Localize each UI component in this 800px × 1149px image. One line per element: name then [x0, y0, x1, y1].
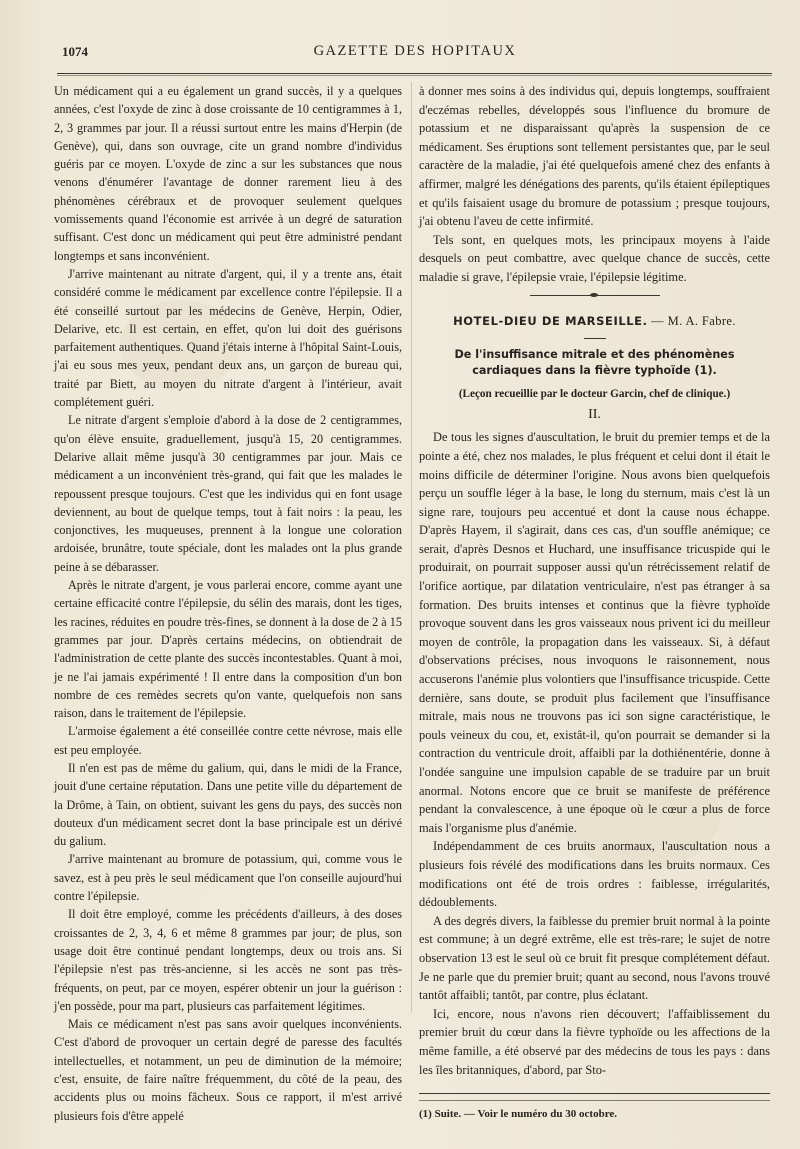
section-divider	[530, 295, 660, 296]
left-column	[54, 82, 402, 1125]
tiny-rule	[584, 338, 606, 339]
paragraph: Indépendamment de ces bruits anormaux, l'auscultation nous a plusieurs fois révélé des modifications dans les bruits normaux. Ces modifications ont été de trois ordres : faiblesse, irrégularités, dédoublements.	[419, 839, 770, 910]
paragraph: Ici, encore, nous n'avons rien découvert; l'affaiblissement du premier bruit du cœur dans la fièvre typhoïde ou les affections de la même famille, a été observé par des médecins de tous les pays : dans les îles britanniques, d'abord, par Sto-	[419, 1006, 770, 1077]
column-gutter	[411, 82, 412, 1012]
paragraph: L'armoise également a été conseillée contre cette névrose, mais elle est peu employée.	[54, 724, 402, 757]
paragraph: Un médicament qui a eu également un grand succès, il y a quelques années, c'est l'oxyde de zinc à dose croissante de 10 centigrammes à 1, 2, 3 grammes par jour. Il a réussi surtout entre les mains d'Herpin (de Genève), qui, dans son ouvrage, cite un grand nombre d'individus guéris par ce moyen. L'oxyde de zinc a sur les substances que nous venons d'énumérer l'avantage de donner rarement lieu à des phénomènes cérébraux et de provoquer seulement quelques vomissements quand l'économie est arrivée à un degré de saturation suffisant. C'est donc un médicament qui peut être administré pendant longtemps et sans inconvénient.	[54, 84, 402, 263]
footnote-rule	[419, 1100, 770, 1101]
paragraph: Le nitrate d'argent s'emploie d'abord à la dose de 2 centigrammes, qu'on élève ensuite, graduellement, jusqu'à 15, 20 centigrammes. Delarive allait même jusqu'à 30 centigrammes par jour. Mais ce médicament a un inconvénient très-grand, qui fait que les malades le repoussent presque toujours. C'est que les individus qui en font usage deviennent, au bout de quelque temps, tout à fait noirs : la peau, les conjonctives, les muqueuses, prennent à la longue une coloration ardoisée, brunâtre, toute spéciale, dont les malades ont la plus grande peine à se débarasser.	[54, 413, 402, 574]
paragraph: Tels sont, en quelques mots, les principaux moyens à l'aide desquels on peut combattre, avec quelque chance de succès, cette maladie si grave, l'épilepsie vraie, l'épilepsie légitime.	[419, 232, 770, 284]
paragraph: A des degrés divers, la faiblesse du premier bruit normal à la pointe est commune; à un degré extrême, elle est très-rare; le sujet de notre observation 13 est le seul où ce bruit fit presque complétement défaut. Je ne parle que du premier bruit; quant au second, nous l'avons trouvé tantôt affaibli; tantôt, par contre, plus éclatant.	[419, 913, 770, 1003]
paragraph: De tous les signes d'auscultation, le bruit du premier temps et de la pointe a été, chez nos malades, le plus fréquent et celui dont il était le moins difficile de déterminer l'origine. Nous avons bien quelquefois perçu un souffle léger à la base, le long du sternum, mais c'est là un signe rare, toujours peu accentué et dont la cause nous échappe. D'après Hayem, il s'agirait, dans ces cas, d'un souffle anémique; ce serait, d'après Desnos et Huchard, une insuffisance tricuspide qui le produirait, on pourrait supposer aussi qu'un rétrécissement relatif de l'orifice aortique, par dilatation ventriculaire, n'est pas étranger à sa formation. Des bruits intenses et continus que la fièvre typhoïde provoque souvent dans les gros vaisseaux nous privent ici du meilleur moyen de contrôle, la propagation dans les vaisseaux. Si, à défaut d'observations précises, nous invoquons le raisonnement, nous accuserons l'anémie plus volontiers que l'insuffisance tricuspide. Cette dernière, sans doute, se produit plus facilement que l'insuffisance mitrale, mais nous ne trouvons pas ici son signe caractéristique, le pouls veineux du cou, et, existât-il, qu'on pourrait se demander si la contraction du ventricule droit, affaibli par la dothiénentérie, donne à l'ondée sanguine une impulsion capable de se traduire par un bruit anormal. Notons encore que ce bruit se manifeste de préférence pendant la convalescence, à une époque où le cœur a plus de force mais l'organisme plus d'anémie.	[419, 430, 770, 835]
paragraph: Après le nitrate d'argent, je vous parlerai encore, comme ayant une certaine efficacité contre l'épilepsie, du sélin des marais, dont les tiges, les racines, réduites en poudre très-fines, se donnent à la dose de 2 à 15 grammes par jour. D'après certains médecins, on obtiendrait de l'administration de cette plante des succès incontestables. Quant à moi, je ne l'ai jamais expérimenté ! Il entre dans la composition d'un bon nombre de ces remèdes secrets qu'on vante, quelquefois non sans raison, dans le traitement de l'épilepsie.	[54, 578, 402, 721]
header-rule	[57, 75, 772, 76]
page-number: 1074	[62, 44, 88, 59]
right-column	[419, 82, 770, 1121]
paragraph: Il doit être employé, comme les précédents d'ailleurs, à des doses croissantes de 2, 3, 4, 6 et même 8 grammes par jour; de plus, son usage doit être continué pendant longtemps, deux ou trois ans. Si l'épilepsie n'est pas très-ancienne, si les accès ne sont pas très-fréquents, on peut, par ce moyen, espérer obtenir un jour la guérison : j'en possède, pour ma part, plusieurs cas parfaitement légitimes.	[54, 907, 402, 1013]
page-header	[62, 40, 768, 64]
hospital-name: HOTEL-DIEU DE MARSEILLE.	[453, 313, 648, 328]
paragraph: Mais ce médicament n'est pas sans avoir quelques inconvénients. C'est d'abord de provoquer un certain degré de paresse des facultés intellectuelles, et notamment, un peu de diminution de la mémoire; c'est, ensuite, de faire naître fréquemment, du côté de la peau, des accidents plus ou moins fâcheux. Sous ce rapport, il m'est arrivé plusieurs fois d'être appelé	[54, 1017, 402, 1123]
paragraph: Il n'en est pas de même du galium, qui, dans le midi de la France, jouit d'une certaine réputation. Dans une petite ville du département de la Drôme, à Tain, on obtient, suivant les gens du pays, des succès non douteux d'un médicament secret dont la base principale est un dérivé du galium.	[54, 760, 402, 849]
footnote-rule	[419, 1093, 770, 1094]
paragraph: J'arrive maintenant au bromure de potassium, qui, comme vous le savez, est à peu près le seul médicament que l'on conseille aujourd'hui contre l'épilepsie.	[54, 852, 402, 904]
journal-title: GAZETTE DES HOPITAUX	[313, 43, 517, 59]
article-credit: (Leçon recueillie par le docteur Garcin, chef de clinique.)	[458, 388, 731, 401]
part-number: II.	[588, 406, 601, 422]
article-title: De l'insuffisance mitrale et des phénomènes cardiaques dans la fièvre typhoïde (1).	[454, 348, 735, 378]
header-rule	[57, 73, 772, 74]
paragraph: J'arrive maintenant au nitrate d'argent, qui, il y a trente ans, était considéré comme le médicament par excellence contre l'épilepsie. Il a été conseillé surtout par les médecins de Genève, Herpin, Odier, Delarive, etc. Il est certain, en effet, qu'on lui doit des guérisons parfaitement authentiques. Quand j'étais interne à l'hôpital Saint-Louis, j'ai eu sous mes yeux, pendant deux ans, un garçon de bureau qui, traité par Biett, au moyen du nitrate d'argent à l'intérieur, avait complétement guéri.	[54, 266, 402, 410]
paragraph: à donner mes soins à des individus qui, depuis longtemps, souffraient d'eczémas rebelles, développés sous l'influence du bromure de potassium et ne disparaissant qu'après la suspension de ce médicament. Ses éruptions sont tellement persistantes que, par le seul caractère de la maladie, j'ai été quelquefois amené chez des enfants à affirmer, malgré les dénégations des parents, qu'ils étaient épileptiques et qu'ils faisaient usage du bromure de potassium ; presque toujours, j'ai obtenu l'aveu de cette infirmité.	[419, 84, 770, 229]
footnote: (1) Suite. — Voir le numéro du 30 octobre.	[419, 1108, 618, 1121]
section-heading	[419, 312, 770, 331]
section-author: — M. A. Fabre.	[651, 313, 736, 328]
